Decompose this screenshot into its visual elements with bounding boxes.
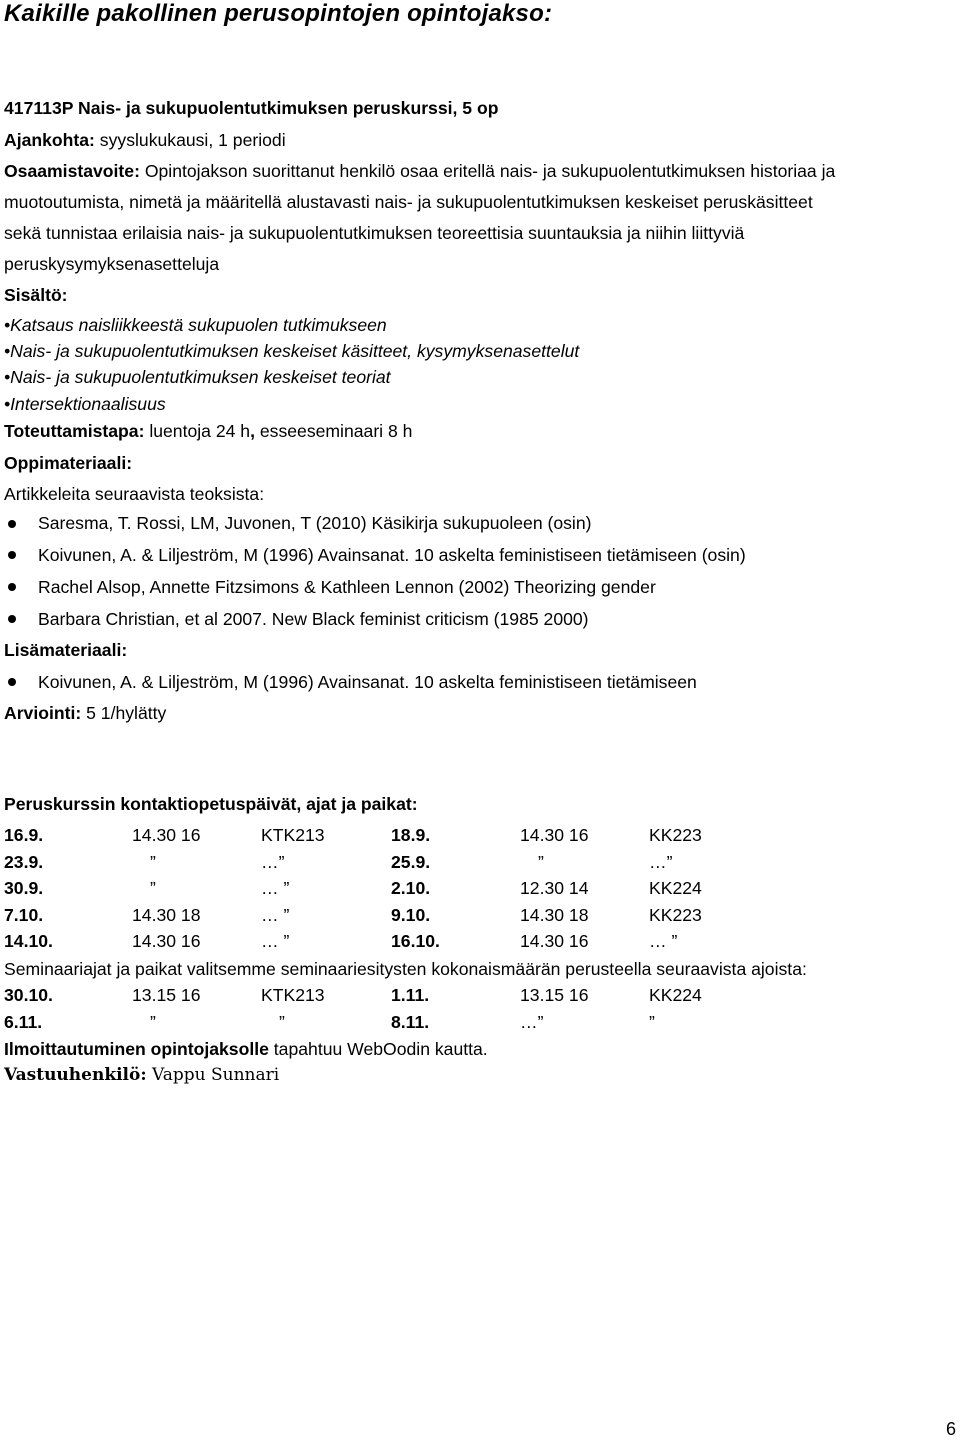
material-item: Barbara Christian, et al 2007. New Black feminist criticism (1985 2000) — [38, 609, 589, 629]
date-cell: 30.9. — [4, 878, 44, 898]
seminar-table — [4, 984, 749, 1037]
goal-line-3: sekä tunnistaa erilaisia nais- ja sukupuolentutkimuksen teoreettisia suuntauksia ja niihin liittyviä — [4, 223, 745, 243]
date-cell: 16.9. — [4, 825, 44, 845]
schedule-row — [4, 904, 749, 931]
registration-label: Ilmoittautuminen opintojaksolle — [4, 1039, 269, 1059]
material-item: Rachel Alsop, Annette Fitzsimons & Kathleen Lennon (2002) Theorizing gender — [38, 577, 656, 597]
schedule-row — [4, 851, 749, 878]
time-cell: ” — [150, 878, 156, 898]
room-cell: KTK213 — [261, 985, 325, 1005]
date-cell: 16.10. — [391, 931, 440, 951]
seminar-note: Seminaariajat ja paikat valitsemme seminaariesitysten kokonaismäärän perusteella seuraavista ajoista: — [4, 959, 807, 979]
schedule-row — [4, 877, 749, 904]
room-cell: KK223 — [649, 825, 702, 845]
room-cell: … ” — [261, 878, 290, 898]
responsible-name: Vappu Sunnari — [146, 1065, 280, 1085]
time-cell: 13.15 16 — [520, 985, 589, 1005]
grading-line — [4, 702, 166, 724]
time-cell: 14.30 16 — [132, 825, 201, 845]
time-cell: ” — [150, 1011, 156, 1032]
method-value-1: luentoja 24 h — [144, 421, 251, 441]
time-cell: 12.30 14 — [520, 878, 589, 898]
time-cell: 13.15 16 — [132, 985, 201, 1005]
room-cell: …” — [261, 851, 285, 872]
content-item: •Katsaus naisliikkeestä sukupuolen tutkimukseen — [4, 315, 387, 335]
room-cell: …” — [649, 851, 673, 872]
schedule-row — [4, 824, 749, 851]
timing-value: syyslukukausi, 1 periodi — [94, 130, 286, 150]
date-cell: 9.10. — [391, 904, 431, 925]
bullet-icon — [8, 551, 16, 559]
page-number: 6 — [945, 1419, 956, 1439]
date-cell: 2.10. — [391, 878, 431, 898]
bullet-icon — [8, 678, 16, 686]
content-item: •Intersektionaalisuus — [4, 394, 166, 414]
materials-intro: Artikkeleita seuraavista teoksista: — [4, 484, 265, 504]
goal-label: Osaamistavoite: — [4, 161, 140, 181]
room-cell: KTK213 — [261, 825, 325, 845]
date-cell: 30.10. — [4, 985, 53, 1005]
goal-line-1 — [4, 160, 835, 182]
extra-materials-label: Lisämateriaali: — [4, 640, 128, 660]
goal-line-4: peruskysymyksenasetteluja — [4, 254, 220, 274]
method-value-2: esseeseminaari 8 h — [254, 421, 413, 441]
method-label: Toteuttamistapa: — [4, 421, 145, 441]
time-cell: 14.30 16 — [132, 931, 201, 951]
content-label: Sisältö: — [4, 285, 68, 305]
date-cell: 1.11. — [391, 985, 430, 1005]
content-item: •Nais- ja sukupuolentutkimuksen keskeiset teoriat — [4, 367, 391, 387]
date-cell: 8.11. — [391, 1011, 430, 1032]
date-cell: 7.10. — [4, 904, 44, 925]
room-cell: KK223 — [649, 904, 702, 925]
room-cell: … ” — [261, 931, 290, 951]
date-cell: 14.10. — [4, 931, 53, 951]
grading-value: 5 1/hylätty — [81, 703, 167, 723]
schedule-row — [4, 930, 749, 957]
room-cell: … ” — [261, 904, 290, 925]
time-cell: ” — [538, 851, 544, 872]
time-cell: ” — [150, 851, 156, 872]
seminar-row — [4, 1011, 749, 1038]
extra-material-item: Koivunen, A. & Liljeström, M (1996) Avainsanat. 10 askelta feministiseen tietämiseen — [38, 672, 697, 692]
room-cell: KK224 — [649, 878, 702, 898]
room-cell: KK224 — [649, 985, 702, 1005]
timing-line — [4, 129, 286, 151]
time-cell: 14.30 16 — [520, 825, 589, 845]
material-item: Saresma, T. Rossi, LM, Juvonen, T (2010) Käsikirja sukupuoleen (osin) — [38, 513, 592, 533]
bullet-icon — [8, 615, 16, 623]
room-cell: … ” — [649, 931, 678, 951]
registration-line — [4, 1038, 488, 1060]
materials-label: Oppimateriaali: — [4, 453, 133, 473]
time-cell: 14.30 18 — [520, 904, 589, 925]
content-item: •Nais- ja sukupuolentutkimuksen keskeiset käsitteet, kysymyksenasettelut — [4, 341, 580, 361]
time-cell: …” — [520, 1011, 544, 1032]
responsible-line — [4, 1064, 279, 1086]
course-title: 417113P Nais- ja sukupuolentutkimuksen peruskurssi, 5 op — [4, 98, 499, 118]
date-cell: 6.11. — [4, 1011, 43, 1032]
method-line — [4, 420, 412, 442]
room-cell: ” — [279, 1011, 285, 1032]
method-comma: , — [250, 421, 255, 441]
schedule-title: Peruskurssin kontaktiopetuspäivät, ajat ja paikat: — [4, 794, 418, 814]
seminar-row — [4, 984, 749, 1011]
date-cell: 23.9. — [4, 851, 44, 872]
bullet-icon — [8, 520, 16, 528]
responsible-label: Vastuuhenkilö: — [4, 1065, 147, 1085]
goal-line-2: muotoutumista, nimetä ja määritellä alustavasti nais- ja sukupuolentutkimuksen keskeiset peruskäsitteet — [4, 192, 813, 212]
material-item: Koivunen, A. & Liljeström, M (1996) Avainsanat. 10 askelta feministiseen tietämiseen (osin) — [38, 545, 746, 565]
time-cell: 14.30 18 — [132, 904, 201, 925]
room-cell: ” — [649, 1011, 655, 1032]
time-cell: 14.30 16 — [520, 931, 589, 951]
date-cell: 25.9. — [391, 851, 431, 872]
schedule-table — [4, 824, 749, 957]
timing-label: Ajankohta: — [4, 130, 95, 150]
date-cell: 18.9. — [391, 825, 431, 845]
goal-text-1: Opintojakson suorittanut henkilö osaa eritellä nais- ja sukupuolentutkimuksen historiaa ja — [139, 161, 836, 181]
grading-label: Arviointi: — [4, 703, 82, 723]
registration-text: tapahtuu WebOodin kautta. — [268, 1039, 488, 1059]
section-heading: Kaikille pakollinen perusopintojen opintojakso: — [4, 0, 553, 27]
bullet-icon — [8, 583, 16, 591]
